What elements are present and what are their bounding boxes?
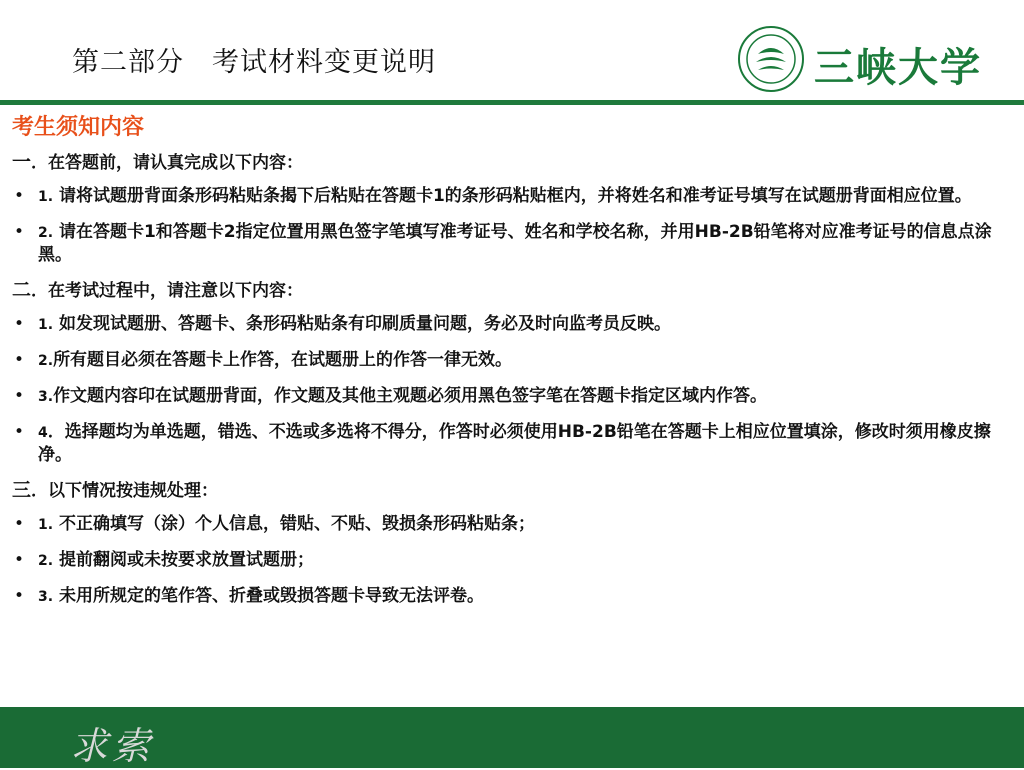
list-item: • 3. 未用所规定的笔作答、折叠或毁损答题卡导致无法评卷。 — [14, 586, 484, 606]
header-divider — [0, 100, 1024, 105]
group-2 — [12, 279, 1012, 466]
list-item: • 4．选择题均为单选题，错选、不选或多选将不得分，作答时必须使用HB-2B铅笔在答题卡上相应位置填涂，修改时须用橡皮擦净。 — [14, 422, 991, 465]
list-item: • 1. 请将试题册背面条形码粘贴条揭下后粘贴在答题卡1的条形码粘贴框内，并将姓名和准考证号填写在试题册背面相应位置。 — [14, 186, 972, 206]
slide-title: 第二部分 考试材料变更说明 — [72, 47, 436, 78]
list-item: • 2.所有题目必须在答题卡上作答，在试题册上的作答一律无效。 — [14, 350, 513, 370]
group-heading: 二．在考试过程中，请注意以下内容： — [12, 279, 304, 301]
list-item: • 1. 不正确填写（涂）个人信息，错贴、不贴、毁损条形码粘贴条； — [14, 514, 535, 534]
list-item: • 1. 如发现试题册、答题卡、条形码粘贴条有印刷质量问题，务必及时向监考员反映。 — [14, 314, 671, 334]
group-1 — [12, 151, 1012, 266]
group-heading: 一．在答题前，请认真完成以下内容： — [12, 151, 304, 173]
university-name: 三峡大学 — [814, 44, 982, 91]
list-item: • 2. 请在答题卡1和答题卡2指定位置用黑色签字笔填写准考证号、姓名和学校名称，并用HB-2B铅笔将对应准考证号的信息点涂黑。 — [14, 222, 992, 265]
list-item: • 2. 提前翻阅或未按要求放置试题册； — [14, 550, 314, 570]
group-list — [12, 513, 1012, 608]
group-3 — [12, 479, 1012, 608]
section-title: 考生须知内容 — [12, 115, 145, 140]
footer-calligraphy: 求索 — [70, 724, 155, 768]
university-emblem-icon — [736, 24, 806, 94]
list-item: • 3.作文题内容印在试题册背面，作文题及其他主观题必须用黑色签字笔在答题卡指定区域内作答。 — [14, 386, 768, 406]
slide-footer — [0, 707, 1024, 768]
university-logo — [736, 24, 996, 94]
group-list — [12, 185, 1012, 266]
group-list — [12, 313, 1012, 466]
notice-content — [12, 108, 1012, 621]
slide-header — [0, 0, 1024, 100]
group-heading: 三．以下情况按违规处理： — [12, 479, 219, 501]
